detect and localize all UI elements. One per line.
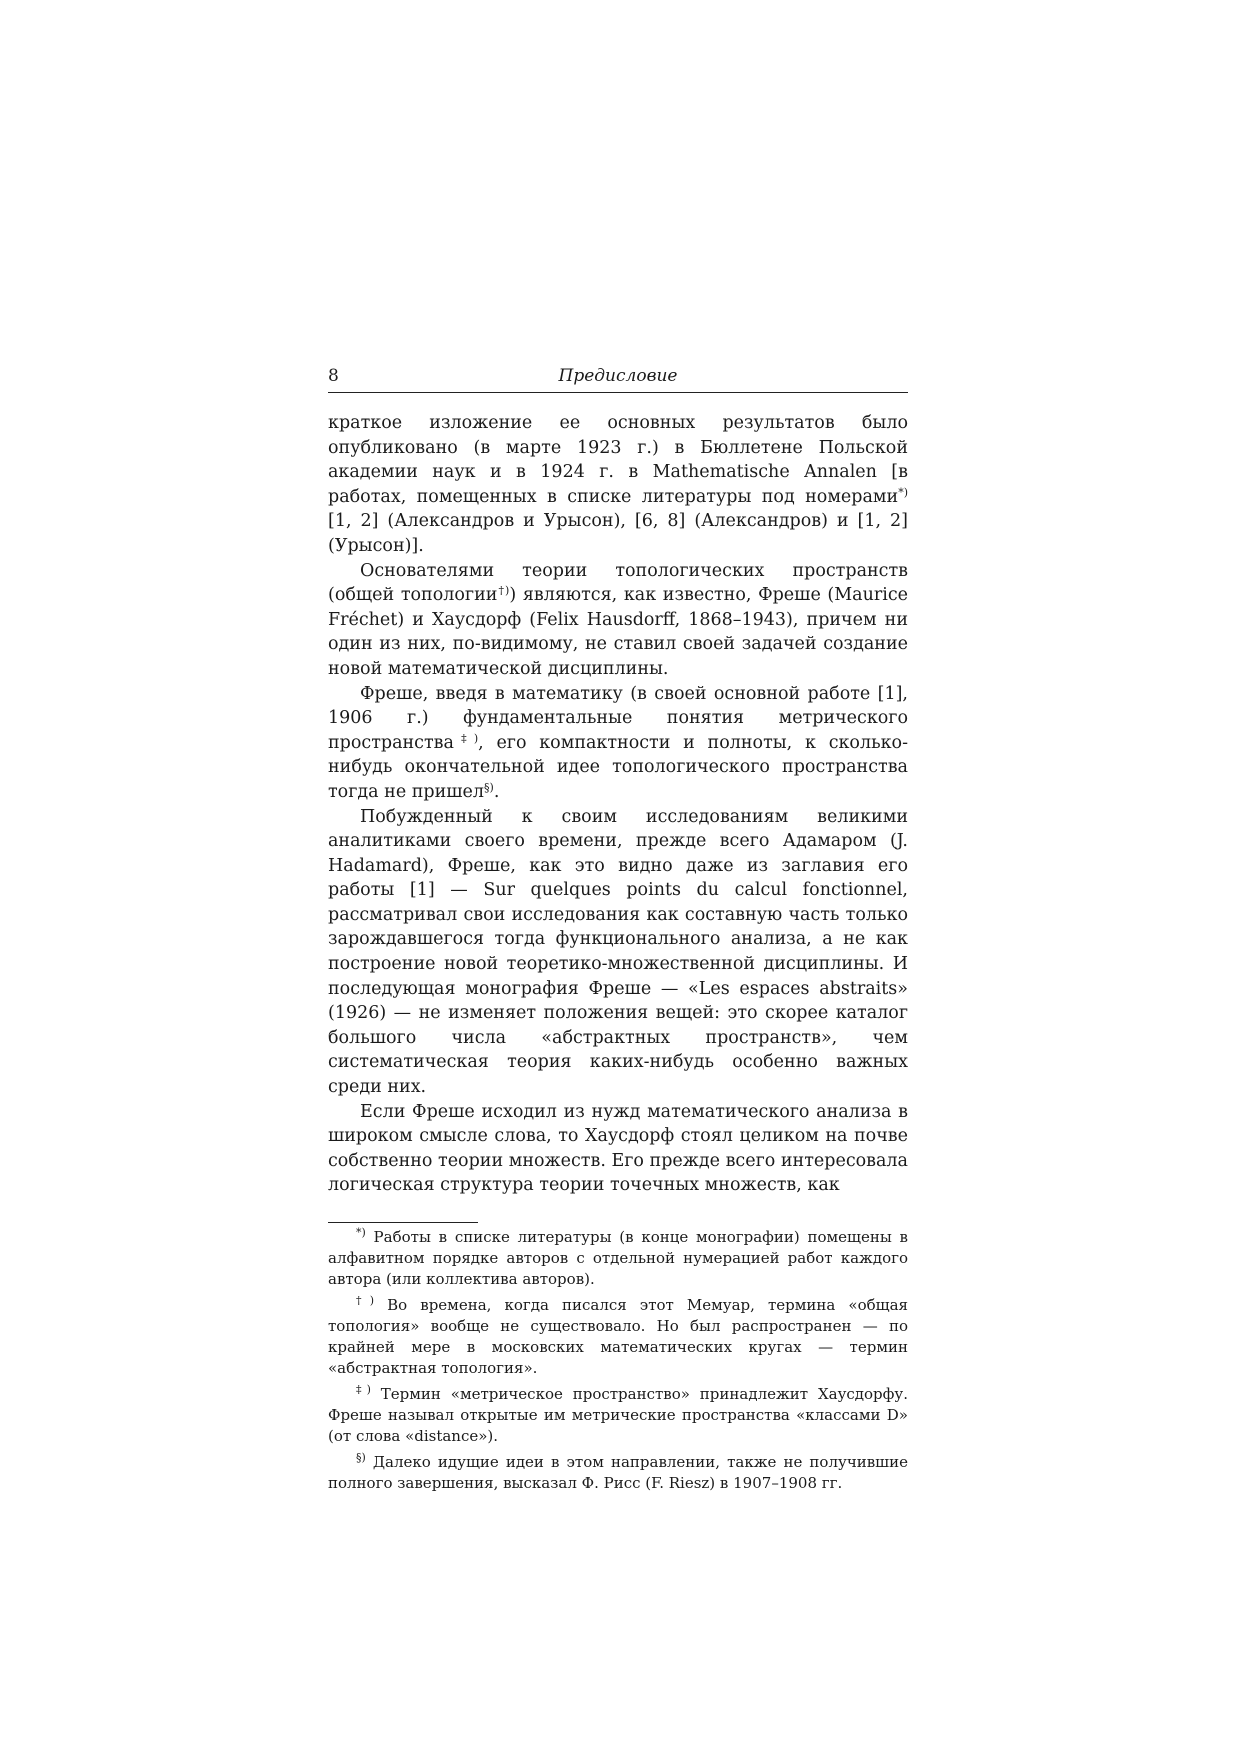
footnote: [328, 1295, 908, 1379]
footnote-text: Далеко идущие идеи в этом направлении, также не получившие полного завершения, высказал Ф. Рисс (F. Riesz) в 1907–1908 гг.: [328, 1453, 908, 1492]
footnote-mark: §): [356, 1451, 366, 1464]
paragraph-text: Фреше, введя в математику (в своей основной работе [1], 1906 г.) фундаментальные понятия метрического пространства: [328, 683, 908, 753]
footnote: [328, 1384, 908, 1447]
paragraph: Побужденный к своим исследованиям великими аналитиками своего времени, прежде всего Адамаром (J. Hadamard), Фреше, как это видно даже из заглавия его работы [1] — Sur quelques points du calcul fonctionnel, рассматривал свои исследования как составную часть только зарождавшегося тогда функционального анализа, а не как построение новой теоретико-множественной дисциплины. И последующая монография Фреше — «Les espaces abstraits» (1926) — не изменяет положения вещей: это скорее каталог большого числа «абстрактных пространств», чем систематическая теория каких-нибудь особенно важных среди них.: [328, 806, 908, 1098]
footnote-ref[interactable]: §): [484, 780, 494, 794]
body-text: [328, 411, 908, 1198]
paragraph-text: Основателями теории топологических пространств (общей топологии: [328, 560, 908, 606]
book-page: [328, 364, 908, 1499]
paragraph-text: [1, 2] (Александров и Урысон), [6, 8] (Александров) и [1, 2] (Урысон)].: [328, 511, 908, 556]
footnote-ref[interactable]: *): [898, 485, 908, 499]
footnotes: [328, 1227, 908, 1494]
paragraph: Если Фреше исходил из нужд математического анализа в широком смысле слова, то Хаусдорф стоял целиком на почве собственно теории множеств. Его прежде всего интересовала логическая структура теории точечных множеств, как: [328, 1101, 908, 1196]
paragraph-text: .: [493, 781, 500, 802]
footnote-mark: *): [356, 1226, 366, 1239]
footnote-ref[interactable]: †): [497, 584, 510, 598]
paragraph: [328, 411, 908, 559]
paragraph-text: краткое изложение ее основных результатов было опубликовано (в марте 1923 г.) в Бюллетене Польской академии наук и в 1924 г. в Mathematische Annalen [в работах, помещенных в списке литературы под номерами: [328, 413, 908, 507]
footnote-mark: ‡): [356, 1383, 371, 1396]
footnote-text: Термин «метрическое пространство» принадлежит Хаусдорфу. Фреше называл открытые им метрические пространства «классами D» (от слова «distance»).: [328, 1385, 908, 1445]
paragraph-text: ) являются, как известно, Фреше (Maurice Fréchet) и Хаусдорф (Felix Hausdorff, 1868–1943), причем ни один из них, по-видимому, не ставил своей задачей создание новой математической дисциплины.: [328, 585, 909, 679]
running-header: [328, 364, 908, 393]
paragraph-text: , его компактности и полноты, к сколько-нибудь окончательной идее топологического пространства тогда не пришел: [328, 732, 908, 802]
paragraph: [328, 559, 908, 682]
footnote-text: Во времена, когда писался этот Мемуар, термина «общая топология» вообще не существовало. Но был распространен — по крайней мере в московских математических кругах — термин «абстрактная топология».: [328, 1296, 909, 1377]
footnote-ref[interactable]: ‡): [453, 731, 479, 745]
footnote-divider: [328, 1222, 478, 1223]
footnote: [328, 1227, 908, 1290]
paragraph: [328, 682, 908, 805]
footnote-mark: †): [356, 1294, 375, 1307]
footnote: [328, 1452, 908, 1494]
footnote-text: Работы в списке литературы (в конце монографии) помещены в алфавитном порядке авторов с отдельной нумерацией работ каждого автора (или коллектива авторов).: [328, 1228, 908, 1288]
running-title: Предисловие: [558, 366, 678, 386]
page-number: 8: [328, 366, 339, 386]
